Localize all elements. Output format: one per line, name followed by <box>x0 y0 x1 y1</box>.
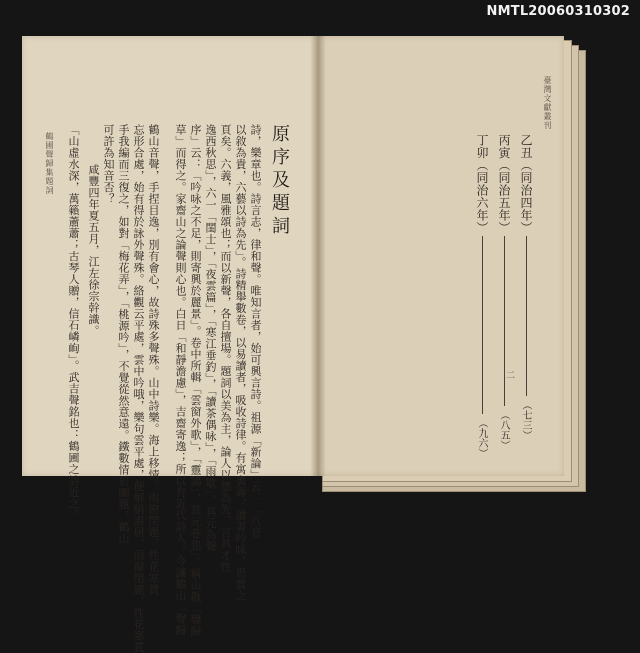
toc-leader <box>526 236 527 396</box>
text-column: 忘形合處，始有得於詠外聲殊。絡觀云平處，雲中吟哦，樂句雲平處，便解絹退居，雨窗閉題，性花寒貫 <box>132 124 145 653</box>
text-column: 詩，樂章也。詩言志，律和聲。唯知言者，始可興言詩。祖源「新論」云：「八音 <box>249 124 262 538</box>
toc-entry-page: （八五） <box>498 410 509 450</box>
right-page <box>318 36 564 476</box>
text-column: 逸西秋思」，六一「閨士」，「夜雲篇」，「寒江垂釣」，「讀茶偶咏」，「雨歇」，其元為聲 <box>204 124 217 552</box>
text-column: 鶴山音聲，手捏目逸，別有會心，故詩殊多聲殊。山中詩樂。海上移情。雨窗閉題，性花寒貫 <box>147 124 160 596</box>
left-page <box>22 36 318 653</box>
archive-id-stamp: NMTL20060310302 <box>486 4 630 19</box>
toc-leader <box>504 236 505 406</box>
running-head: 臺灣文獻叢刊 <box>543 76 552 130</box>
open-book <box>22 36 582 653</box>
toc-entry-label: 丁卯（同治六年） <box>475 134 489 234</box>
text-column: 序」云：「吟咏之不足，則寄興於麗景」。卷中所輯「雲窗外歌」，「靈鵠」，其元卷也」。稱山散「聲歸 <box>189 124 202 637</box>
toc-entry-label: 丙寅（同治五年） <box>497 134 511 234</box>
text-column: 可許為知音否？ <box>102 124 115 205</box>
toc-entry-page: （七三） <box>520 400 531 440</box>
text-column: 草」而得之。家齋山之論聲則心也。白日「和靜澹慮」，吉齋寄逸；所以有近代詩人。今讓鶴山「聲歸 <box>174 124 187 636</box>
page-number: 二 <box>506 371 516 381</box>
page-footer: 鶴圃聲歸集題詞 <box>45 132 54 195</box>
book-gutter <box>310 36 326 476</box>
section-heading: 原序及題詞 <box>269 124 290 239</box>
toc-entry-page: （九六） <box>476 418 487 458</box>
text-column: 以敘為貴，六藝以詩為先」。詩精舉數卷，以易讀者，吸收詩律。有寓裏壽，讀書吟咏，思賞之 <box>234 124 247 602</box>
text-column: 頁矣。六義，風雅頌也；而以新聲，各自擅場。題詞以美為主，論人以德為先，言其才性 <box>219 124 232 573</box>
signature-line: 咸豐四年夏五月，江左徐宗幹識。 <box>87 164 100 337</box>
text-column: 「山虛水深，萬籟蕭蕭；古琴人贈，信石嶙峋」。武吉聲銘也：鶴圃之詩近之。 <box>67 124 80 521</box>
toc-entry-label: 乙丑（同治四年） <box>519 134 533 234</box>
text-column: 手我編而三復之，如對「梅花弄」，「桃源吟」，不覺從然意遠。鐵數情於圖題，鶴山 <box>117 124 130 545</box>
toc-leader <box>482 236 483 414</box>
